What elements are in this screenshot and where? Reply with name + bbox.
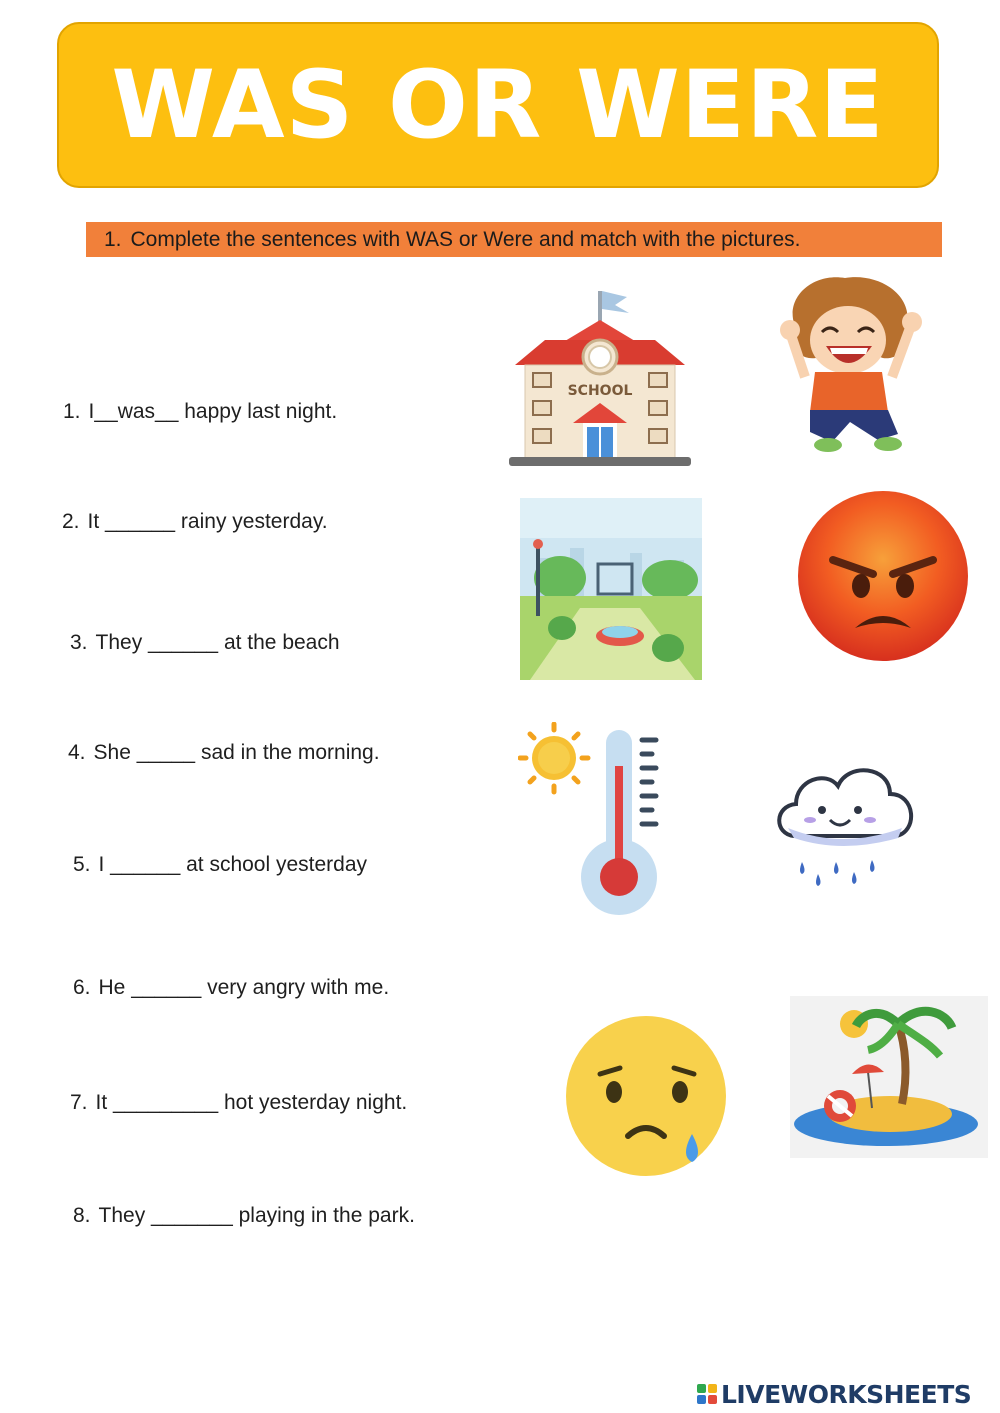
angry-face-icon[interactable] [795, 488, 971, 664]
brand-cubes-icon [697, 1384, 717, 1404]
sentence-number: 5. [73, 853, 91, 876]
beach-island-icon[interactable] [790, 996, 988, 1158]
school-icon[interactable] [505, 285, 695, 470]
happy-boy-icon[interactable] [770, 272, 930, 462]
instruction-number: 1. [104, 227, 122, 251]
sentence-3 [70, 631, 340, 655]
sentence-6 [73, 976, 389, 1000]
sentence-number: 2. [62, 510, 80, 533]
sentence-text[interactable]: He ______ very angry with me. [98, 976, 390, 999]
sentence-text[interactable]: It ______ rainy yesterday. [87, 510, 328, 533]
page-title: WAS OR WERE [111, 50, 885, 160]
sentence-number: 8. [73, 1204, 91, 1227]
sentence-text[interactable]: I ______ at school yesterday [98, 853, 368, 876]
instruction-bar [86, 222, 942, 257]
title-banner [57, 22, 939, 188]
hot-thermometer-icon[interactable] [518, 722, 668, 920]
sentence-number: 7. [70, 1091, 88, 1114]
sentence-text[interactable]: I__was__ happy last night. [88, 400, 338, 423]
brand-logo [697, 1378, 971, 1410]
sentence-text[interactable]: It _________ hot yesterday night. [95, 1091, 408, 1114]
sentence-text[interactable]: They ______ at the beach [95, 631, 340, 654]
sentence-4 [68, 741, 380, 765]
sad-face-icon[interactable] [562, 1012, 730, 1180]
sentence-text[interactable]: They _______ playing in the park. [98, 1204, 415, 1227]
sentence-7 [70, 1091, 407, 1115]
brand-name: LIVEWORKSHEETS [721, 1379, 972, 1409]
sentence-5 [73, 853, 367, 877]
school-sign: SCHOOL [567, 383, 633, 399]
sentence-number: 6. [73, 976, 91, 999]
instruction-text: Complete the sentences with WAS or Were and match with the pictures. [130, 227, 801, 251]
sentence-number: 4. [68, 741, 86, 764]
sentence-8 [73, 1204, 415, 1228]
sentence-number: 1. [63, 400, 81, 423]
sentence-1 [63, 400, 337, 424]
park-icon[interactable] [520, 498, 702, 680]
sentence-text[interactable]: She _____ sad in the morning. [93, 741, 380, 764]
sentence-2 [62, 510, 328, 534]
sentence-number: 3. [70, 631, 88, 654]
rain-cloud-icon[interactable] [772, 758, 920, 898]
